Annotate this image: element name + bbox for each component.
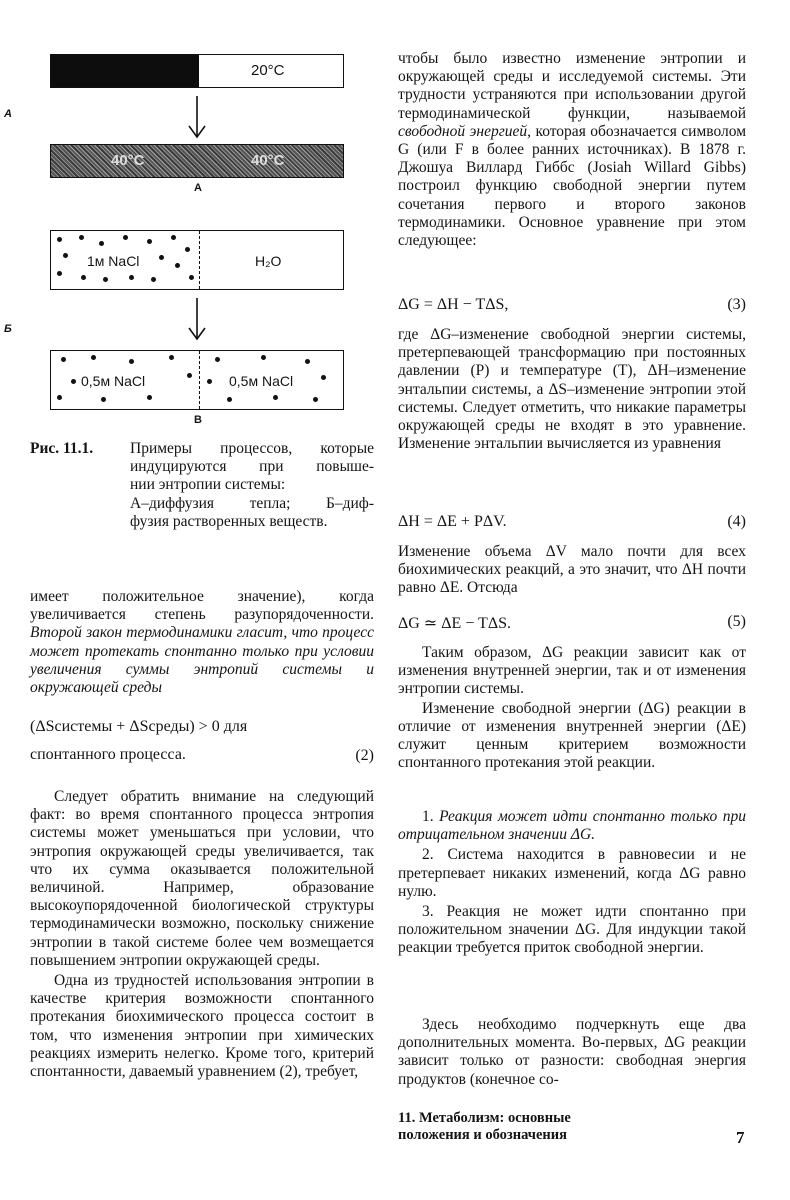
solute-particle	[79, 235, 84, 240]
solute-particle	[147, 239, 152, 244]
solute-particle	[151, 277, 156, 282]
list-item: 1. Реакция может идти спонтанно только при отрицательном значении ΔG.	[398, 808, 747, 844]
solute-particle	[101, 397, 106, 402]
equation-5	[398, 613, 746, 633]
solute-particle	[129, 275, 134, 280]
state-label-a: А	[194, 182, 202, 194]
figure-caption-title: Рис. 11.1.	[30, 440, 94, 457]
equation-4-formula: ΔH = ΔE + PΔV.	[398, 513, 507, 530]
equation-3-number: (3)	[727, 296, 746, 313]
solute-particle	[227, 397, 232, 402]
solute-particle	[313, 397, 318, 402]
solute-particle	[169, 355, 174, 360]
list-item: 3. Реакция не может идти спонтанно при положительном значении ΔG. Для индукции такой реакции требуется приток свободной энергии.	[398, 903, 746, 957]
free-energy-term: свободной энергией,	[398, 122, 532, 140]
mixed-temperature-left: 40°C	[111, 152, 145, 169]
right-column-p3	[398, 543, 746, 598]
solute-particle	[103, 277, 108, 282]
solute-particle	[189, 275, 194, 280]
solute-particle	[159, 255, 164, 260]
right-column-p4	[398, 644, 746, 772]
solute-particle	[57, 395, 62, 400]
solute-particle	[99, 241, 104, 246]
membrane-divider	[199, 231, 200, 289]
caption-line: нии энтропии системы:	[130, 476, 286, 494]
hot-region	[51, 55, 199, 87]
paragraph: имеет положительное значение), когда увеличивается степень разупорядоченности. Второй закон термодинамики гласит, что процесс может протекать спонтанно только при условии увеличения суммы энтропий системы и окружающей среды	[30, 588, 374, 697]
figure-label-b: Б	[4, 323, 12, 335]
concentration-label-right: 0,5м NaCl	[229, 373, 294, 389]
equation-5-number: (5)	[727, 613, 746, 630]
caption-line: А–диффузия тепла; Б–диф-	[130, 494, 374, 512]
figure-11-1	[0, 0, 380, 430]
solute-particle	[321, 375, 326, 380]
state-label-b: В	[194, 414, 202, 426]
arrow-down-icon	[186, 96, 208, 140]
solute-particle	[91, 355, 96, 360]
page-number: 7	[736, 1128, 745, 1147]
solute-particle	[215, 357, 220, 362]
solute-particle	[61, 357, 66, 362]
caption-line: индуцируются при повыше-	[130, 458, 374, 476]
solution-box-initial	[50, 230, 344, 290]
paragraph: Одна из трудностей использования энтропии в качестве критерия возможности спонтанного протекания биохимического процесса состоит в том, что изменения энтропии при химических реакциях измерить нелегко. Кроме того, критерий спонтанности, даваемый уравнением (2), требует,	[30, 972, 374, 1081]
right-column-p6	[398, 1016, 746, 1089]
paragraph: где ΔG–изменение свободной энергии системы, претерпевающей трансформацию при постоянных давлении (P) и температуре (T), ΔH–изменение энтальпии системы, а ΔS–изменение энтропии этой системы. Следует отметить, что никакие параметры окружающей среды не входят в это уравнение. Изменение энтальпии вычисляется из уравнения	[398, 326, 746, 453]
solute-particle	[81, 275, 86, 280]
solute-particle	[147, 395, 152, 400]
membrane-divider	[199, 351, 200, 409]
water-label: H₂O	[255, 253, 282, 269]
paragraph: Изменение объема ΔV мало почти для всех биохимических реакций, а это значит, что ΔH почти равно ΔE. Отсюда	[398, 543, 746, 597]
figure-caption	[130, 440, 374, 531]
concentration-label-left: 0,5м NaCl	[81, 373, 146, 389]
paragraph: Здесь необходимо подчеркнуть еще два дополнительных момента. Во-первых, ΔG реакции зависит только от разности: свободная энергия продуктов (конечное со-	[398, 1016, 746, 1088]
equation-4	[398, 513, 746, 531]
paragraph: Изменение свободной энергии (ΔG) реакции в отличие от изменения внутренней энергии (ΔE) служит ценным критерием возможности спонтанного протекания этой реакции.	[398, 699, 746, 772]
equation-2-formula: (ΔSсистемы + ΔSсреды) > 0 для	[30, 718, 248, 735]
figure-label-a: А	[4, 108, 12, 120]
solute-particle	[71, 379, 76, 384]
equation-3-formula: ΔG = ΔH − TΔS,	[398, 296, 509, 313]
solute-particle	[305, 359, 310, 364]
solute-particle	[261, 355, 266, 360]
paragraph: Таким образом, ΔG реакции зависит как от изменения внутренней энергии, так и от изменения энтропии системы.	[398, 644, 746, 698]
solute-particle	[57, 271, 62, 276]
paragraph: чтобы было известно изменение энтропии и окружающей среды и исследуемой системы. Эти трудности устраняются при использовании другой термодинамической функции, называемой свободной энергией, которая обозначается символом G (или F в более ранних источниках). В 1878 г. Джошуа Виллард Гиббс (Josiah Willard Gibbs) построил функцию свободной энергии путем сочетания первого и второго законов термодинамики. Основное уравнение при этом следующее:	[398, 50, 747, 250]
solute-particle	[63, 253, 68, 258]
right-column-p2	[398, 326, 746, 453]
criteria-list	[398, 808, 746, 958]
equation-4-number: (4)	[727, 513, 746, 530]
arrow-down-icon	[186, 298, 208, 342]
left-column	[30, 588, 374, 697]
solute-particle	[185, 247, 190, 252]
caption-line: фузия растворенных веществ.	[130, 512, 328, 530]
equation-5-formula: ΔG ≃ ΔE − TΔS.	[398, 615, 512, 632]
solute-particle	[273, 395, 278, 400]
solute-particle	[57, 237, 62, 242]
solute-particle	[129, 359, 134, 364]
heat-box-initial	[50, 54, 344, 88]
equation-3	[398, 296, 746, 314]
equation-2-number: (2)	[355, 747, 374, 764]
solute-particle	[171, 235, 176, 240]
second-law-statement: Второй закон термодинамики гласит, что процесс может протекать спонтанно только при условии увеличения суммы энтропий системы и окружающей среды	[30, 624, 374, 697]
caption-line: Примеры процессов, которые	[130, 440, 374, 457]
solute-particle	[175, 263, 180, 268]
right-column	[398, 50, 746, 250]
concentration-label: 1м NaCl	[87, 253, 140, 269]
chapter-title-line-2: положения и обозначения	[398, 1127, 567, 1143]
solute-particle	[187, 373, 192, 378]
list-item: 2. Система находится в равновесии и не претерпевает никаких изменений, когда ΔG равно нулю.	[398, 846, 746, 900]
paragraph: Следует обратить внимание на следующий факт: во время спонтанного процесса энтропия системы может уменьшаться при условии, что энтропия окружающей среды увеличивается, так что их сумма оказывается положительной величиной. Например, образование высокоупорядоченной биологической структуры термодинамически возможно, поскольку снижение энтропии в такой системе более чем возмещается повышением энтропии окружающей среды.	[30, 788, 374, 969]
running-footer	[398, 1110, 746, 1144]
chapter-title-line-1: 11. Метаболизм: основные	[398, 1110, 571, 1126]
cold-temperature-label: 20°C	[251, 62, 285, 79]
solute-particle	[207, 379, 212, 384]
equation-2	[30, 718, 374, 764]
solution-box-equilibrium	[50, 350, 344, 410]
solute-particle	[123, 235, 128, 240]
equation-2-tail: спонтанного процесса.	[30, 746, 186, 763]
left-column-continued	[30, 788, 374, 1081]
heat-box-mixed	[50, 144, 344, 178]
mixed-temperature-right: 40°C	[251, 152, 285, 169]
